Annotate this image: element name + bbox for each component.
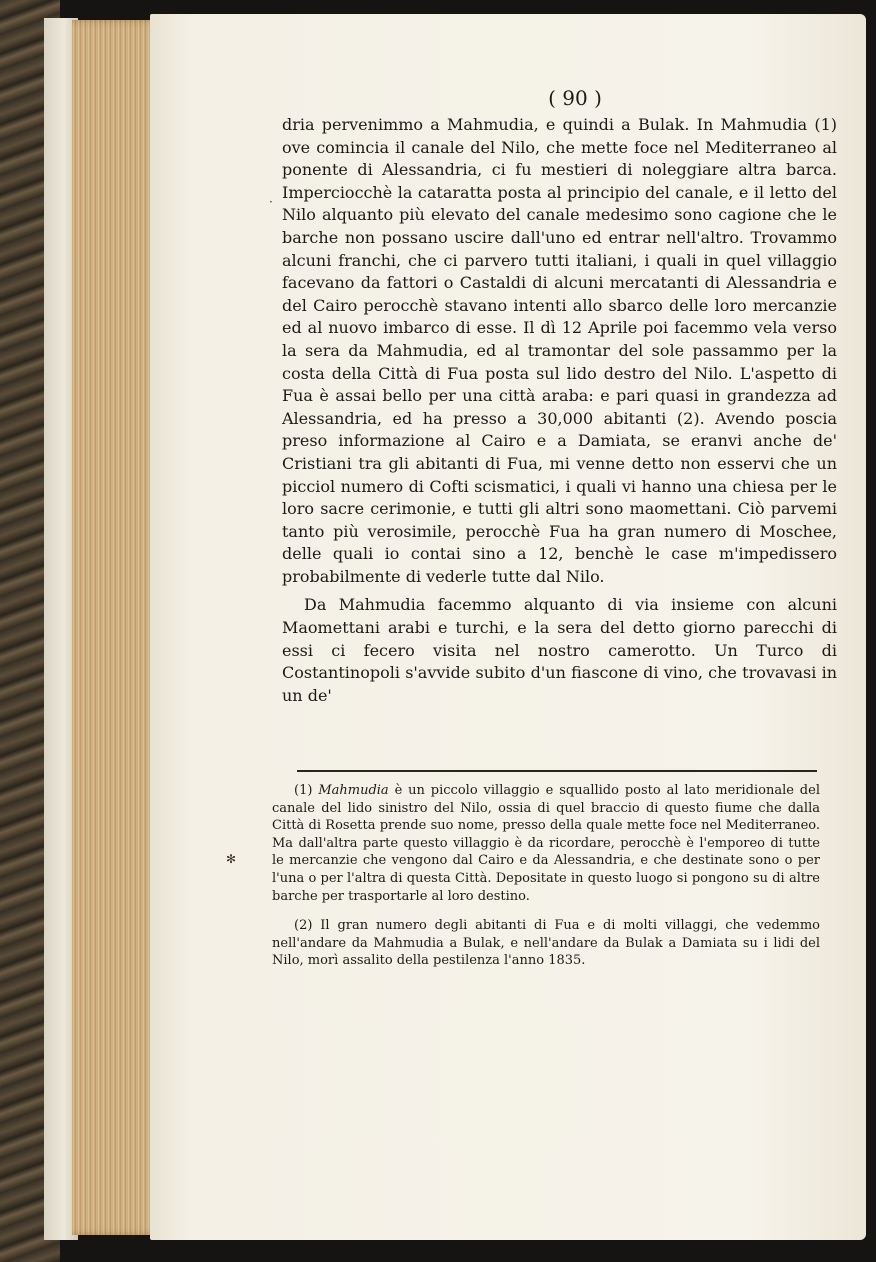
page-number: ( 90 ) xyxy=(548,86,602,110)
footnote-1-term: Mahmudia xyxy=(318,783,389,798)
footnote-1-ref: (1) xyxy=(294,783,313,798)
footnotes xyxy=(272,782,820,982)
footnote-2: (2) Il gran numero degli abitanti di Fua e di molti villaggi, che vedemmo nell'andare da Mahmudia a Bulak, e nell'andare da Bulak a Damiata su i lidi del Nilo, morì assalito della pestilenza l'anno 1835. xyxy=(272,918,820,969)
footnote-1 xyxy=(272,782,820,905)
margin-dot: · xyxy=(269,195,273,209)
margin-asterisk: ✻ xyxy=(226,852,237,866)
footnote-1-text: è un piccolo villaggio e squallido posto al lato meridionale del canale del lido sinistro del Nilo, ossia di quel braccio di questo fiume che dalla Città di Rosetta prende suo nome, presso della quale mette foce nel Mediterraneo. Ma dall'altra parte questo villaggio è da ricordare, perocchè è l'emporeo di tutte le mercanzie che vengono dal Cairo e da Alessandria, e che destinate sono o per l'una o per l'altra di questa Città. Depositate in questo luogo si pongono su di altre barche per trasportarle al loro destino. xyxy=(272,783,820,904)
main-text xyxy=(282,114,837,707)
paragraph-2: Da Mahmudia facemmo alquanto di via insieme con alcuni Maomettani arabi e turchi, e la sera del detto giorno parecchi di essi ci fecero visita nel nostro camerotto. Un Turco di Costantinopoli s'avvide subito d'un fiascone di vino, che trovavasi in un de' xyxy=(282,595,837,705)
footnote-divider xyxy=(297,770,817,772)
paragraph-1: dria pervenimmo a Mahmudia, e quindi a Bulak. In Mahmudia (1) ove comincia il canale del Nilo, che mette foce nel Mediterraneo al ponente di Alessandria, ci fu mestieri di noleggiare altra barca. Imperciocchè la cataratta posta al principio del canale, e il letto del Nilo alquanto più elevato del canale medesimo sono cagione che le barche non possano uscire dall'uno ed entrar nell'altro. Trovammo alcuni franchi, che ci parvero tutti italiani, i quali in quel villaggio facevano da fattori o Castaldi di alcuni mercatanti di Alessandria e del Cairo perocchè stavano intenti allo sbarco delle loro mercanzie ed al nuovo imbarco di esse. Il dì 12 Aprile poi facemmo vela verso la sera da Mahmudia, ed al tramontar del sole passammo per la costa della Città di Fua posta sul lido destro del Nilo. L'aspetto di Fua è assai bello per una città araba: e pari quasi in grandezza ad Alessandria, ed ha presso a 30,000 abitanti (2). Avendo poscia preso informazione al Cairo e a Damiata, se eranvi anche de' Cristiani tra gli abitanti di Fua, mi venne detto non esservi che un picciol numero di Cofti scismatici, i quali vi hanno una chiesa per le loro sacre cerimonie, e tutti gli altri sono maomettani. Ciò parvemi tanto più verosimile, perocchè Fua ha gran numero di Moschee, delle quali io contai sino a 12, benchè le case m'impedissero probabilmente di vederle tutte dal Nilo. xyxy=(282,115,837,586)
